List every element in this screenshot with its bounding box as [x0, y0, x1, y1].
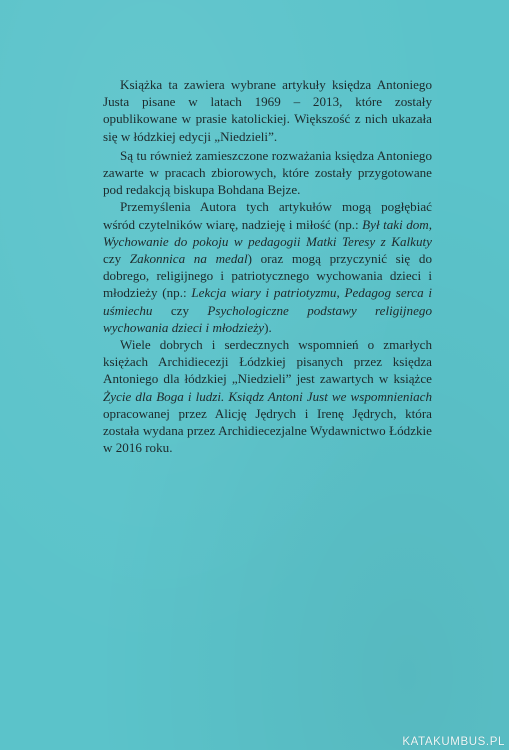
paragraph-text: ) oraz mogą przyczynić się do dobrego, religijnego i patriotycznego wychowania dzieci i młodzieży (np.: [103, 251, 432, 301]
paragraph-text: Przemyślenia Autora tych artykułów mogą pogłębiać wśród czytelników wiarę, nadzieję i miłość (np.: [103, 199, 432, 232]
blurb-paragraph-3 [103, 198, 432, 336]
paragraph-text: Są tu również zamieszczone rozważania księdza Antoniego zawarte w pracach zbiorowych, które zostały przygotowane pod redakcją biskupa Bohdana Bejze. [103, 147, 432, 198]
site-watermark: KATAKUMBUS.PL [402, 736, 505, 748]
paragraph-text: Wiele dobrych i serdecznych wspomnień o zmarłych księżach Archidiecezji Łódzkiej pisanych przez księdza Antoniego dla łódzkiej „Niedzieli” jest zawartych w książce [103, 337, 432, 387]
italic-title-text: Zakonnica na medal [129, 251, 248, 267]
paragraph-text: ). [264, 319, 272, 335]
blurb-paragraph-1 [103, 76, 432, 145]
paragraph-text: Książka ta zawiera wybrane artykuły księdza Antoniego Justa pisane w latach 1969 – 2013, które zostały opublikowane w prasie katolickiej. Większość z nich ukazała się w łódzkiej edycji „Niedzieli”. [103, 77, 432, 144]
blurb-paragraph-2 [103, 147, 432, 199]
back-cover-blurb [103, 76, 432, 456]
paragraph-text: czy [103, 251, 130, 267]
blurb-paragraph-4 [103, 336, 432, 456]
paragraph-text: opracowanej przez Alicję Jędrych i Irenę Jędrych, która została wydana przez Archidiecezjalne Wydawnictwo Łódzkie w 2016 roku. [103, 405, 432, 456]
italic-title-text: Był taki dom, Wychowanie do pokoju w pedagogii Matki Teresy z Kalkuty [103, 216, 433, 249]
italic-title-text: Psychologiczne podstawy religijnego wychowania dzieci i młodzieży [103, 302, 432, 335]
italic-title-text: Lekcja wiary i patriotyzmu, Pedagog serca i uśmiechu [103, 285, 432, 318]
paragraph-text: czy [152, 302, 208, 318]
italic-title-text: Życie dla Boga i ludzi. Ksiądz Antoni Just we wspomnieniach [103, 388, 432, 404]
